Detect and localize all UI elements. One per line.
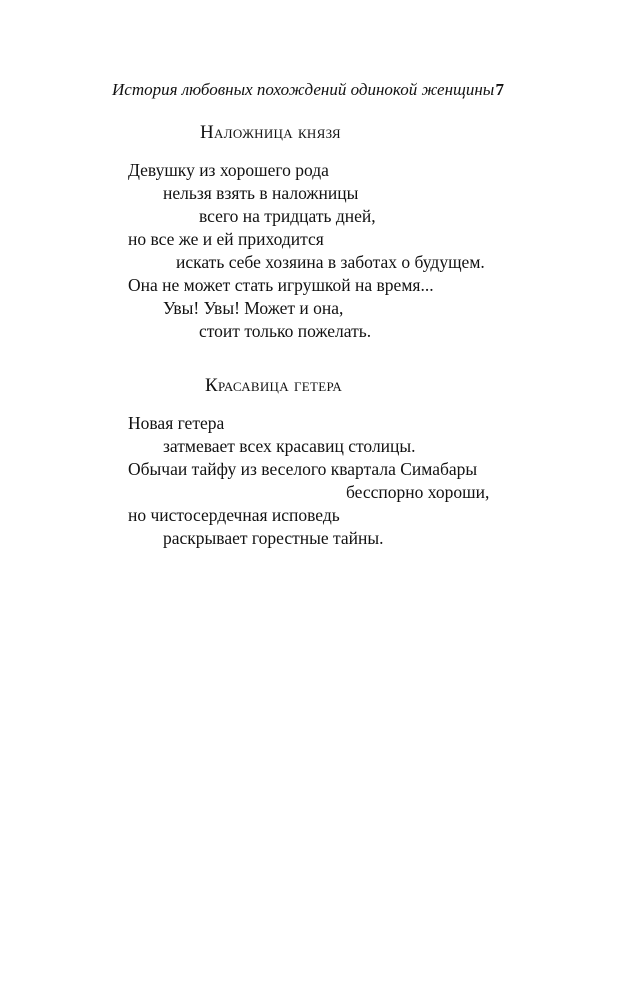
poem-title: Наложница князя — [200, 122, 341, 143]
poem-line: искать себе хозяина в заботах о будущем. — [176, 252, 485, 272]
poem-line: всего на тридцать дней, — [199, 206, 376, 226]
poem-line: но все же и ей приходится — [128, 229, 324, 249]
poem-line: стоит только пожелать. — [199, 321, 372, 341]
poem-line: Новая гетера — [128, 413, 225, 433]
poem-title: Красавица гетера — [205, 375, 343, 396]
poem-line: раскрывает горестные тайны. — [163, 528, 384, 548]
poem-line: но чистосердечная исповедь — [128, 505, 340, 525]
poem-line: Увы! Увы! Может и она, — [163, 298, 344, 318]
poem-line: Обычаи тайфу из веселого квартала Симабары — [128, 459, 478, 479]
poem-line: затмевает всех красавиц столицы. — [163, 436, 416, 456]
page-number: 7 — [495, 80, 504, 99]
poem-line: нельзя взять в наложницы — [163, 183, 359, 203]
running-title: История любовных похождений одинокой женщины — [112, 80, 495, 99]
running-header — [112, 79, 504, 103]
poem-line: бесспорно хороши, — [346, 482, 490, 502]
poem-line: Она не может стать игрушкой на время... — [128, 275, 434, 295]
poem-line: Девушку из хорошего рода — [128, 160, 329, 180]
